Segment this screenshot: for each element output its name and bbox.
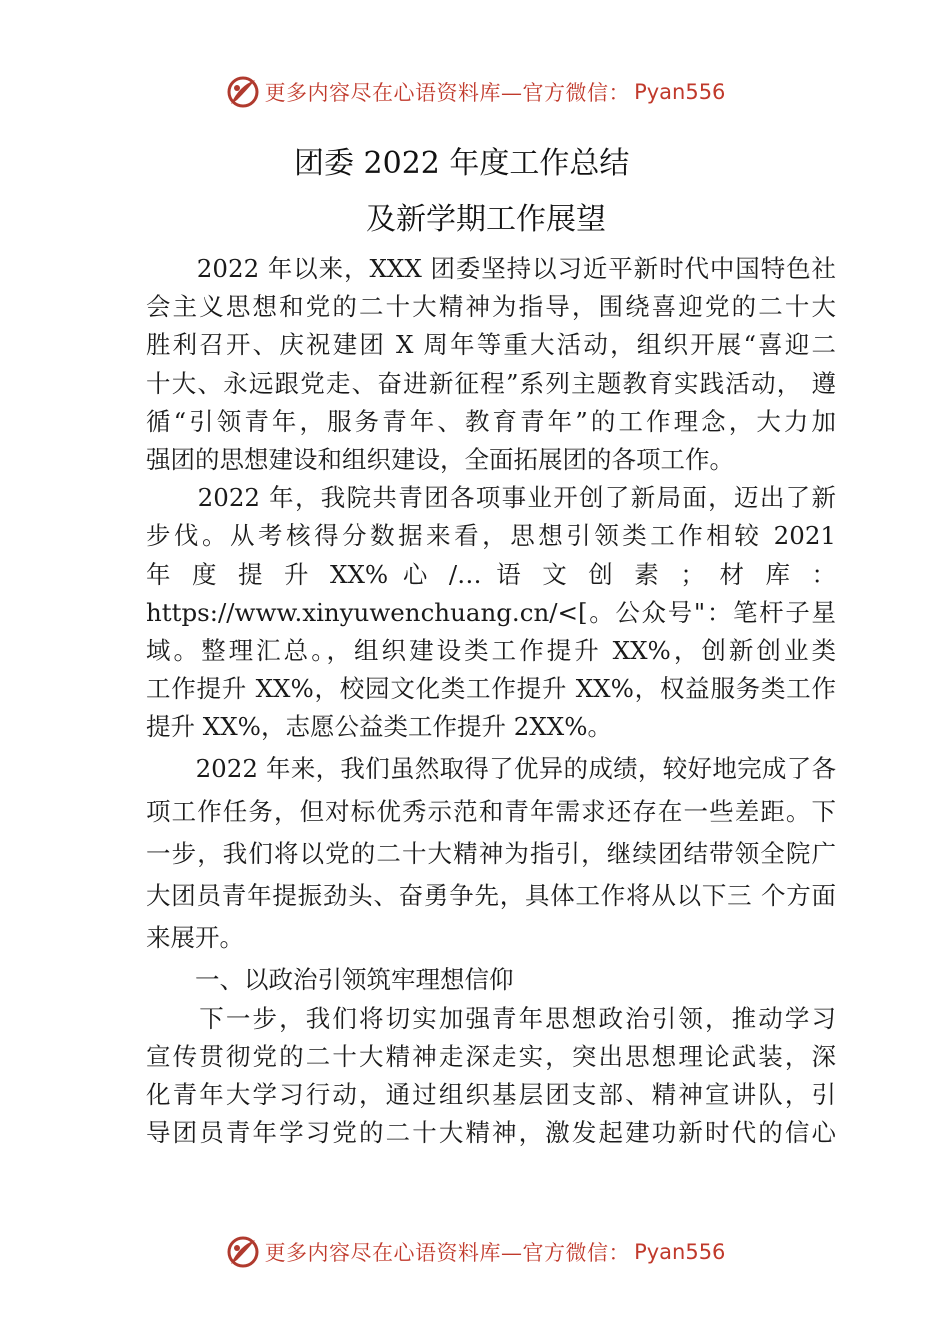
text-line: 域。整理汇总。，组织建设类工作提升 XX%，创新创业类 — [146, 635, 836, 665]
banner-wechat-id: Pyan556 — [634, 1240, 726, 1264]
text-line: 项工作任务，但对标优秀示范和青年需求还存在一些差距。下 — [146, 796, 836, 826]
paragraph-1 — [146, 250, 836, 479]
document-title-line-2: 及新学期工作展望 — [366, 202, 606, 237]
text-line: 化青年大学习行动，通过组织基层团支部、精神宣讲队，引 — [146, 1079, 836, 1109]
banner-text: 更多内容尽在心语资料库—官方微信： — [264, 81, 631, 105]
text-line: 年 度 提 升 XX% 心 /… 语 文 创 素 ； 材 库 ： — [146, 559, 836, 589]
text-line: 宣传贯彻党的二十大精神走深走实，突出思想理论武装，深 — [146, 1041, 836, 1071]
text-line: 导团员青年学习党的二十大精神，激发起建功新时代的信心 — [146, 1118, 836, 1148]
banner-text: 更多内容尽在心语资料库—官方微信： — [264, 1241, 631, 1265]
paragraph-4 — [146, 1000, 836, 1153]
banner-wechat-id: Pyan556 — [634, 80, 726, 104]
section-heading-text: 一、以政治引领筑牢理想信仰 — [146, 965, 514, 995]
text-line: 2022 年以来，XXX 团委坚持以习近平新时代中国特色社 — [146, 254, 836, 283]
document-body — [146, 250, 836, 1152]
text-line: 2022 年，我院共青团各项事业开创了新局面，迈出了新 — [146, 483, 836, 513]
text-line: 步伐。从考核得分数据来看，思想引领类工作相较 2021 — [146, 521, 836, 551]
text-line: 2022 年来，我们虽然取得了优异的成绩，较好地完成了各 — [146, 754, 836, 784]
document-title-line-1: 团委 2022 年度工作总结 — [294, 146, 630, 181]
text-line: 强团的思想建设和组织建设，全面拓展团的各项工作。 — [146, 444, 734, 474]
text-line: 会主义思想和党的二十大精神为指导，围绕喜迎党的二十大 — [146, 292, 836, 322]
text-line: 一步，我们将以党的二十大精神为指引，继续团结带领全院广 — [146, 838, 836, 868]
text-line: 工作提升 XX%，校园文化类工作提升 XX%，权益服务类工作 — [146, 674, 836, 704]
paragraph-2 — [146, 479, 836, 746]
text-line: 来展开。 — [146, 923, 244, 953]
text-line: 胜利召开、庆祝建团 X 周年等重大活动，组织开展“喜迎二 — [146, 330, 836, 360]
pen-logo-icon — [225, 74, 261, 110]
text-line: 下一步，我们将切实加强青年思想政治引领，推动学习 — [146, 1003, 836, 1033]
section-heading-1 — [146, 961, 836, 999]
text-line: 十大、永远跟党走、奋进新征程”系列主题教育实践活动， 遵 — [146, 368, 836, 398]
text-line: 提升 XX%，志愿公益类工作提升 2XX%。 — [146, 712, 612, 742]
header-banner — [0, 72, 950, 112]
text-line: 循“引领青年，服务青年、教育青年”的工作理念，大力加 — [146, 406, 836, 436]
text-line: https://www.xinyuwenchuang.cn/<[。公众号"：笔杆子星 — [146, 597, 836, 627]
paragraph-3 — [146, 750, 836, 957]
footer-banner — [0, 1232, 950, 1272]
pen-logo-icon — [225, 1234, 261, 1270]
text-line: 大团员青年提振劲头、奋勇争先，具体工作将从以下三 个方面 — [146, 881, 836, 910]
